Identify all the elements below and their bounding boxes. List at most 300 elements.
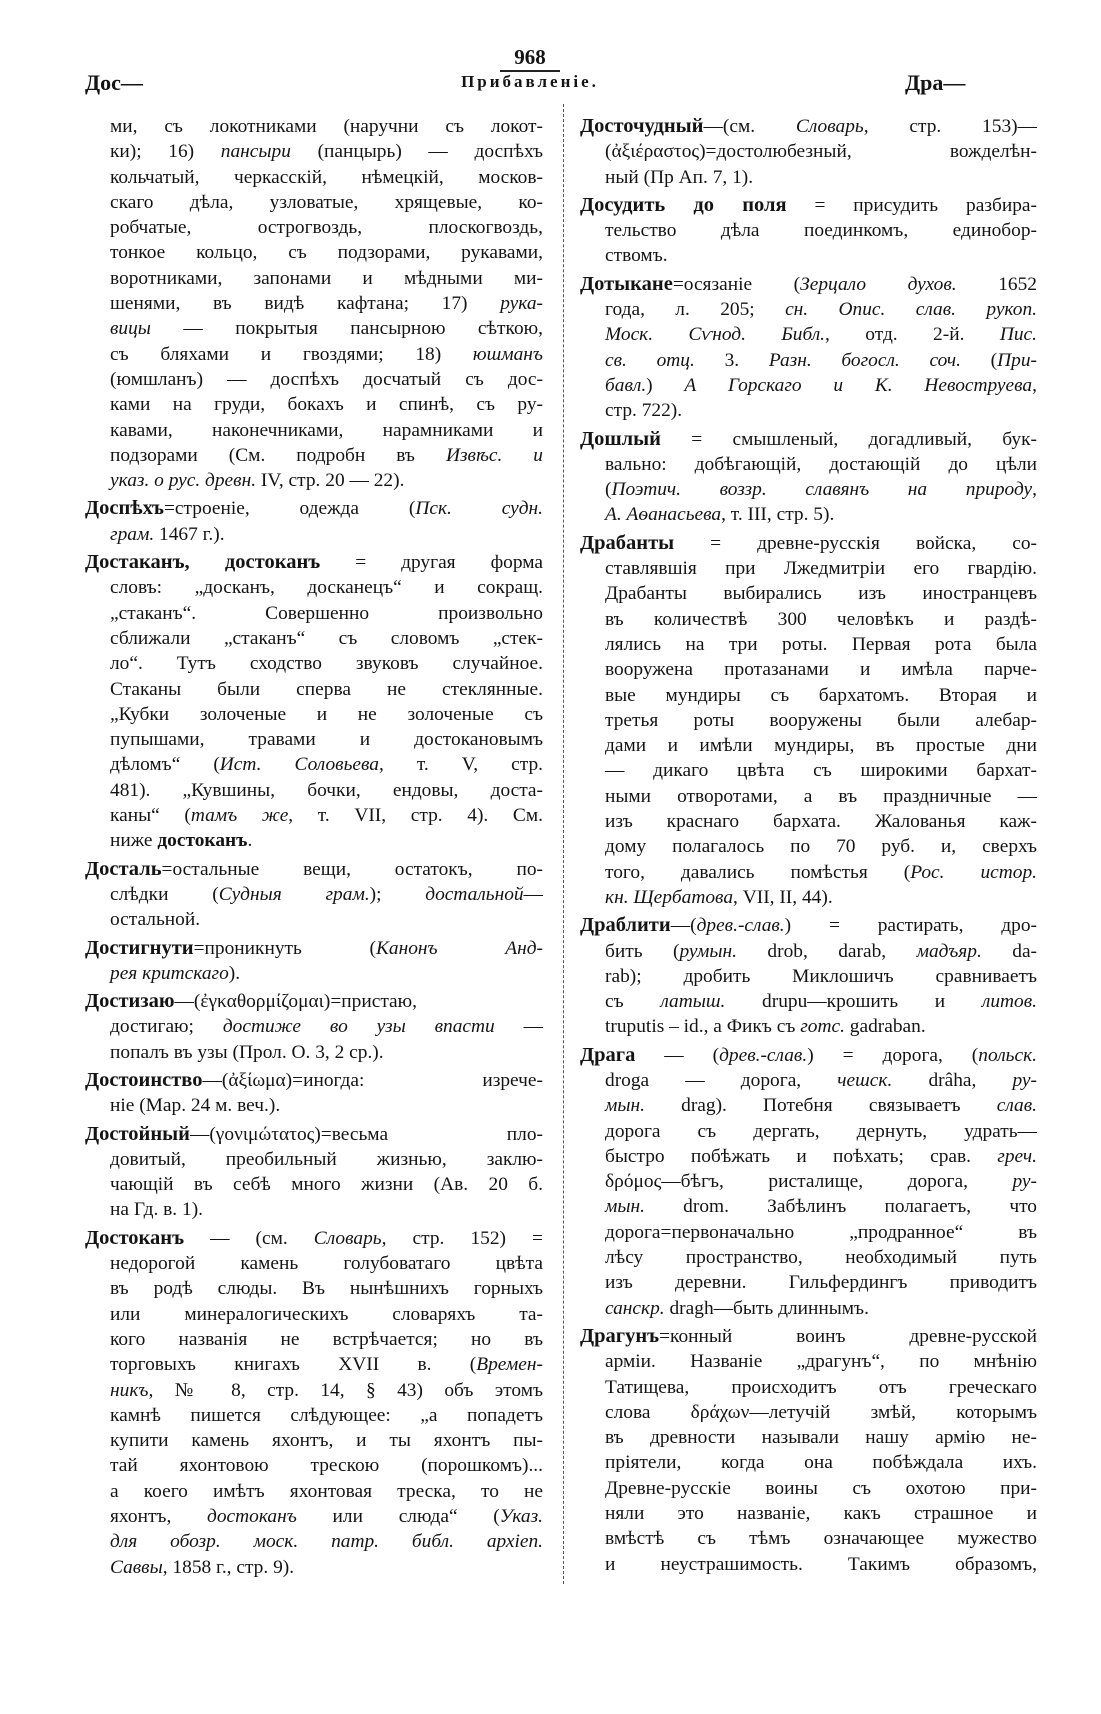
text-run: торговыхъ книгахъ XVII в. (	[110, 1354, 477, 1376]
dictionary-entry	[85, 936, 543, 987]
text-run: чающій въ себѣ много жизни (Ав. 20 б.	[110, 1174, 543, 1196]
text-line	[85, 316, 543, 341]
text-run: арміи. Названіе „драгунъ“, по мнѣнію	[605, 1351, 1037, 1373]
text-run: пупышами, травами и достокановымъ	[110, 729, 543, 751]
italic-text: При-	[997, 349, 1037, 371]
dictionary-entry	[580, 193, 1037, 269]
text-line	[85, 1197, 543, 1222]
text-run: дому полагалось по 70 руб. и, сверхъ	[605, 836, 1037, 858]
text-line	[580, 193, 1037, 218]
text-line	[580, 1476, 1037, 1501]
text-line	[85, 418, 543, 443]
text-run: — (см.	[184, 1227, 314, 1249]
italic-text: Словарь	[795, 116, 864, 137]
text-run: ло“. Тутъ сходство звуковъ случайное.	[110, 653, 543, 675]
italic-text: Зерцало духов.	[800, 273, 957, 295]
text-line	[85, 139, 543, 164]
italic-text: латыш.	[660, 991, 726, 1013]
text-run: дами и имѣли мундиры, въ простые дни	[605, 735, 1037, 757]
text-line	[85, 677, 543, 702]
text-run: =осязаніе (	[672, 273, 801, 295]
dictionary-entry	[85, 1068, 543, 1119]
text-line	[580, 165, 1037, 190]
italic-text: ру-	[1012, 1171, 1037, 1193]
text-run: а коего имѣтъ яхонтовая треска, то не	[110, 1480, 543, 1502]
dictionary-entry	[85, 1122, 543, 1223]
text-run: вые мундиры съ бархатомъ. Вторая и	[605, 684, 1037, 706]
italic-text: тамъ же	[190, 805, 289, 827]
italic-text: Указ.	[499, 1506, 543, 1528]
text-line	[85, 1504, 543, 1529]
dictionary-entry	[580, 1043, 1037, 1321]
text-run: =проникнуть (	[193, 937, 377, 959]
text-run: кольчатый, черкасскій, нѣмецкій, москов-	[110, 166, 543, 188]
text-run: „стаканъ“. Совершенно произвольно	[110, 602, 543, 624]
text-run: шенями, въ видѣ кафтана; 17)	[110, 293, 501, 315]
text-run: слѣдки (	[110, 883, 219, 905]
text-line	[580, 860, 1037, 885]
text-line	[580, 632, 1037, 657]
text-run: и неустрашимость. Такимъ образомъ,	[605, 1553, 1037, 1575]
text-run: drâha,	[892, 1069, 1013, 1091]
dictionary-entry	[580, 427, 1037, 528]
italic-text: А. Аѳанасьева	[605, 504, 722, 526]
text-line	[85, 1352, 543, 1377]
text-line	[85, 522, 543, 547]
headword: Достойный	[85, 1122, 190, 1145]
italic-text: Моск. Сѵнод. Библ.	[605, 324, 826, 346]
text-run: — (	[635, 1044, 720, 1066]
italic-text: готс.	[800, 1016, 845, 1038]
text-run: = древне-русскія войска, со-	[674, 532, 1037, 554]
text-run: , т. VII, стр. 4). См.	[288, 805, 543, 827]
dictionary-entry	[580, 1324, 1037, 1577]
text-run: drupu—крошить и	[725, 991, 982, 1013]
text-line	[85, 1302, 543, 1327]
headword: Драгунъ	[580, 1324, 660, 1347]
text-line	[580, 1425, 1037, 1450]
text-run: , VII, II, 44).	[733, 886, 833, 908]
left-column	[85, 114, 543, 1583]
italic-text: Извѣс. и	[445, 444, 543, 466]
text-run: (юмшланъ) — доспѣхъ досчатый съ дос-	[110, 368, 543, 390]
text-run: остальной.	[110, 909, 201, 931]
text-line	[580, 556, 1037, 581]
italic-text: рука-	[500, 293, 543, 315]
text-line	[85, 1172, 543, 1197]
italic-text: достальной	[425, 883, 524, 905]
headword: Достизаю	[85, 990, 175, 1013]
text-run: словъ: „досканъ, досканецъ“ и сокращ.	[110, 577, 543, 599]
dictionary-entry	[580, 913, 1037, 1039]
text-line	[580, 1144, 1037, 1169]
text-line	[85, 702, 543, 727]
text-line	[85, 727, 543, 752]
text-line	[580, 348, 1037, 373]
text-run: —(см.	[703, 116, 796, 137]
text-line	[85, 240, 543, 265]
headword: Достигнути	[85, 936, 194, 959]
headword: Доспѣхъ	[85, 497, 164, 520]
italic-text: Поэтич. воззр. славянъ на природу	[611, 479, 1033, 501]
italic-text: юшманъ	[472, 343, 543, 365]
text-run: Драбанты выбирались изъ иностранцевъ	[605, 583, 1037, 605]
text-line	[85, 1529, 543, 1554]
text-run: камнѣ пишется слѣдующее: „а попадетъ	[110, 1404, 543, 1426]
text-line	[85, 857, 543, 882]
text-line	[580, 477, 1037, 502]
text-line	[85, 468, 543, 493]
italic-text: румын.	[679, 940, 737, 962]
italic-text: греч.	[997, 1145, 1037, 1167]
italic-text: св. отц.	[605, 349, 695, 371]
text-run: = смышленый, догадливый, бук-	[660, 428, 1037, 450]
italic-text: для обозр. моск. патр. библ. архіеп.	[110, 1531, 543, 1553]
text-run: съ	[605, 991, 661, 1013]
text-line	[580, 218, 1037, 243]
italic-text: рея критскаго	[110, 962, 229, 984]
italic-text: Словарь	[313, 1227, 382, 1249]
text-run: третья роты вооружены были алебар-	[605, 709, 1037, 731]
text-run: скаго дѣла, узловатые, хрящевые, ко-	[110, 191, 543, 213]
text-run: drob, darab,	[737, 940, 917, 962]
dictionary-entry	[85, 114, 543, 493]
text-line	[85, 367, 543, 392]
text-run: — покрытыя пансырною сѣткою,	[150, 318, 543, 340]
text-run: вмѣстѣ съ тѣмъ означающее мужество	[605, 1528, 1037, 1550]
text-run: купити камень яхонтъ, и ты яхонтъ пы-	[110, 1430, 543, 1452]
headword: Достоканъ	[85, 1226, 185, 1249]
text-run: пріятели, когда она побѣждала ихъ.	[605, 1452, 1037, 1474]
text-run: лѣсу пространство, необходимый путь	[605, 1247, 1037, 1269]
text-line	[580, 1296, 1037, 1321]
dictionary-entry	[580, 272, 1037, 424]
text-run: ками на груди, бокахъ и спинѣ, съ ру-	[110, 394, 543, 416]
text-line	[85, 550, 543, 575]
text-line	[85, 1479, 543, 1504]
running-head-right: Дра—	[905, 70, 966, 95]
italic-text: польск.	[978, 1044, 1037, 1066]
italic-text: Судныя грам.	[218, 883, 370, 905]
text-line	[85, 496, 543, 521]
text-run: сближали „стаканъ“ съ словомъ „стек-	[110, 627, 543, 649]
text-run: тельство дѣла поединкомъ, единобор-	[605, 220, 1037, 242]
text-line	[85, 882, 543, 907]
text-run: =конный воинъ древне-русской	[659, 1325, 1037, 1347]
text-line	[85, 1040, 543, 1065]
text-line	[580, 373, 1037, 398]
text-run: воротниками, запонами и мѣдными ми-	[110, 267, 543, 289]
italic-text: Разн. богосл. соч.	[768, 349, 961, 371]
text-run: truputis – id., а Фикъ съ	[605, 1016, 801, 1038]
text-line	[85, 342, 543, 367]
text-line	[85, 1226, 543, 1251]
text-run: въ древности называли нашу армію не-	[605, 1427, 1037, 1449]
text-run: ки); 16)	[110, 141, 221, 163]
text-line	[580, 1501, 1037, 1526]
text-run: изъ краснаго бархата. Жалованья каж-	[605, 811, 1037, 833]
text-line	[580, 139, 1037, 164]
text-line	[85, 1555, 543, 1580]
italic-text: Рос. истор.	[910, 861, 1037, 883]
text-run: недорогой камень голубоватаго цвѣта	[110, 1253, 543, 1275]
dictionary-entry	[85, 550, 543, 854]
text-line	[580, 834, 1037, 859]
text-line	[85, 1251, 543, 1276]
text-line	[580, 1119, 1037, 1144]
headword: Досточудный	[580, 115, 704, 137]
text-line	[580, 683, 1037, 708]
text-run: —	[523, 883, 543, 905]
text-line	[580, 452, 1037, 477]
text-run: δρόμος—бѣгъ, ристалище, дорога,	[605, 1171, 1013, 1193]
running-head-center: Прибавленіе.	[461, 72, 599, 91]
text-run: съ бляхами и гвоздями; 18)	[110, 343, 473, 365]
text-run: 1652	[956, 273, 1037, 295]
text-line	[580, 657, 1037, 682]
text-run: Стаканы были сперва не стеклянные.	[110, 678, 543, 700]
text-run: въ родѣ слюды. Въ нынѣшнихъ горныхъ	[110, 1278, 543, 1300]
text-run: бить (	[605, 940, 680, 962]
text-run: 3.	[694, 349, 769, 371]
headword: Досудить до поля	[580, 193, 787, 216]
text-run: (ἀξιέραστος)=достолюбезный, вожделѣн-	[605, 141, 1037, 163]
text-line	[580, 809, 1037, 834]
italic-text: вицы	[110, 318, 151, 340]
text-run: тонкое кольцо, съ подзорами, рукавами,	[110, 242, 543, 264]
text-line	[85, 1014, 543, 1039]
italic-text: санскр.	[605, 1297, 665, 1319]
text-run: ,	[1032, 374, 1037, 396]
headword: Дотыкане	[580, 272, 673, 295]
text-line	[580, 272, 1037, 297]
text-run: .	[247, 830, 253, 852]
text-run: , 1858 г., стр. 9).	[162, 1556, 295, 1578]
text-run: Древне-русскіе воины съ охотою при-	[605, 1477, 1037, 1499]
text-run: )	[646, 374, 685, 396]
text-line	[85, 1093, 543, 1118]
text-line	[85, 626, 543, 651]
text-line	[85, 190, 543, 215]
text-run: da-	[981, 940, 1037, 962]
headword: Дошлый	[580, 427, 661, 450]
text-run: ставлявшія при Лжедмитріи его гвардію.	[605, 558, 1037, 580]
text-line	[85, 215, 543, 240]
text-run: 1467 г.).	[154, 523, 225, 545]
text-run: вооружена протазанами и имѣла парче-	[605, 659, 1037, 681]
text-line	[85, 907, 543, 932]
text-line	[580, 1552, 1037, 1577]
text-run: каны“ (	[110, 805, 191, 827]
text-run: довитый, преобильный жизнью, заклю-	[110, 1148, 543, 1170]
text-line	[580, 1526, 1037, 1551]
text-line	[580, 708, 1037, 733]
italic-text: Пис.	[999, 324, 1037, 346]
text-run: подзорами (См. подробн въ	[110, 444, 446, 466]
text-run: (	[605, 479, 612, 501]
dictionary-entry	[85, 989, 543, 1065]
text-run: (панцырь) — доспѣхъ	[290, 141, 543, 163]
text-run: ,	[1032, 479, 1037, 501]
text-run: = присудить разбира-	[786, 194, 1037, 216]
text-line	[580, 989, 1037, 1014]
dictionary-entry	[580, 114, 1037, 190]
running-head-left: Дос—	[85, 70, 143, 95]
italic-text: бавл.	[605, 374, 647, 396]
headword: Драга	[580, 1043, 636, 1066]
text-run: „Кубки золоченые и не золоченые съ	[110, 703, 543, 725]
text-run: = другая форма	[320, 552, 543, 574]
italic-text: достоканъ	[207, 1506, 297, 1528]
text-run: достигаю;	[110, 1016, 223, 1038]
text-run: —(ἐγκαθορμίζομαι)=пристаю,	[174, 991, 417, 1013]
text-run: );	[369, 883, 426, 905]
italic-text: никъ	[110, 1379, 149, 1401]
text-line	[580, 114, 1037, 139]
text-run: или слюда“ (	[296, 1506, 500, 1528]
text-line	[580, 607, 1037, 632]
italic-text: чешск.	[837, 1069, 893, 1091]
text-run: или минералогическихъ словаряхъ та-	[110, 1303, 543, 1325]
text-line	[85, 1403, 543, 1428]
text-run: дѣломъ“ (	[110, 754, 220, 776]
text-line	[580, 1349, 1037, 1374]
text-line	[85, 291, 543, 316]
text-line	[580, 427, 1037, 452]
text-run: тай яхонтовою трескою (порошкомъ)...	[110, 1455, 543, 1477]
text-run: , т. III, стр. 5).	[721, 504, 835, 526]
text-line	[580, 1093, 1037, 1118]
text-run: ) = растирать, дро-	[784, 915, 1037, 937]
text-run: —	[494, 1016, 543, 1038]
text-line	[85, 778, 543, 803]
text-run: ніе (Мар. 24 м. веч.).	[110, 1095, 281, 1117]
text-run: робчатые, острогвоздь, плоскогвоздь,	[110, 217, 543, 239]
text-line	[580, 1245, 1037, 1270]
text-run: ный (Пр Ап. 7, 1).	[605, 166, 754, 188]
text-run: drom. Забѣлинъ полагаетъ, что	[644, 1196, 1037, 1218]
italic-text: указ. о рус. древн.	[110, 470, 257, 492]
text-line	[85, 1428, 543, 1453]
text-run: яхонтъ,	[110, 1506, 208, 1528]
text-run: gadraban.	[844, 1016, 926, 1038]
text-line	[85, 828, 543, 853]
text-run: Татищева, происходитъ отъ греческаго	[605, 1376, 1037, 1398]
text-line	[580, 1375, 1037, 1400]
text-line	[580, 1324, 1037, 1349]
text-run: дорога съ дергать, дернуть, удрать—	[605, 1120, 1037, 1142]
text-line	[580, 297, 1037, 322]
text-line	[85, 266, 543, 291]
text-line	[85, 1068, 543, 1093]
text-run: droga — дорога,	[605, 1069, 838, 1091]
text-line	[85, 443, 543, 468]
dictionary-entry	[580, 531, 1037, 910]
text-run: drag). Потебня связываетъ	[644, 1095, 997, 1117]
text-line	[85, 601, 543, 626]
text-run: , т. V, стр.	[379, 754, 543, 776]
text-line	[85, 961, 543, 986]
text-line	[85, 752, 543, 777]
text-run: rab); дробить Миклошичъ сравниваетъ	[605, 965, 1037, 987]
italic-text: кн. Щербатова	[605, 886, 734, 908]
headword: Драблити	[580, 914, 671, 937]
headword: Досталь	[85, 857, 162, 880]
text-run: няли это названіе, какъ страшное и	[605, 1503, 1037, 1525]
text-run: лялись на три роты. Первая рота была	[605, 633, 1037, 655]
text-run: на Гд. в. 1).	[110, 1199, 203, 1221]
dictionary-entry	[85, 1226, 543, 1580]
text-line	[85, 651, 543, 676]
text-run: въ количествѣ 300 человѣкъ и раздѣ-	[605, 608, 1037, 630]
text-run: слова δράχων—летучій змѣй, которымъ	[605, 1401, 1037, 1423]
text-run: кавами, наконечниками, нарамниками и	[110, 419, 543, 441]
text-line	[85, 936, 543, 961]
text-run: того, давались помѣстья (	[605, 861, 911, 883]
italic-text: мын.	[605, 1196, 645, 1218]
text-run: изъ деревни. Гильфердингъ приводитъ	[605, 1272, 1037, 1294]
text-line	[580, 913, 1037, 938]
text-line	[85, 803, 543, 828]
text-line	[580, 1400, 1037, 1425]
text-run: , стр. 152) =	[381, 1227, 543, 1249]
italic-text: Ист. Соловьева	[219, 754, 379, 776]
text-line	[580, 885, 1037, 910]
text-run: ствомъ.	[605, 245, 668, 267]
text-run: —(	[670, 915, 697, 937]
text-line	[580, 1194, 1037, 1219]
text-line	[580, 531, 1037, 556]
italic-text: мын.	[605, 1095, 645, 1117]
text-line	[580, 733, 1037, 758]
text-line	[85, 1453, 543, 1478]
text-line	[85, 1276, 543, 1301]
text-line	[580, 1450, 1037, 1475]
text-run: быстро побѣжать и поѣхать; срав.	[605, 1145, 998, 1167]
page-number: 968	[500, 44, 560, 72]
italic-text: достиже во узы впасти	[222, 1016, 495, 1038]
text-line	[85, 1378, 543, 1403]
text-run: ными отворотами, а въ праздничные —	[605, 785, 1037, 807]
text-run: =остальные вещи, остатокъ, по-	[161, 858, 543, 880]
text-line	[580, 964, 1037, 989]
text-run: , стр. 153)—	[863, 116, 1037, 137]
text-run: , отд. 2-й.	[825, 324, 1000, 346]
text-line	[580, 1270, 1037, 1295]
text-line	[580, 243, 1037, 268]
dictionary-entry	[85, 857, 543, 933]
italic-text: пансыри	[220, 141, 291, 163]
italic-text: Саввы	[110, 1556, 163, 1578]
text-line	[85, 1122, 543, 1147]
text-line	[85, 1327, 543, 1352]
text-line	[580, 322, 1037, 347]
text-run: dragh—быть длиннымъ.	[664, 1297, 869, 1319]
text-line	[580, 1043, 1037, 1068]
text-run: ми, съ локотниками (наручни съ локот-	[110, 116, 543, 137]
text-run: кого названія не встрѣчается; но въ	[110, 1328, 543, 1350]
italic-text: Времен-	[476, 1354, 543, 1376]
text-line	[580, 1169, 1037, 1194]
text-line	[85, 1147, 543, 1172]
text-line	[85, 392, 543, 417]
italic-text: ру-	[1012, 1069, 1037, 1091]
column-divider	[563, 104, 564, 1584]
italic-text: А Горскаго и К. Невоструева	[684, 374, 1033, 396]
italic-text: литов.	[981, 991, 1037, 1013]
right-column	[580, 114, 1037, 1580]
italic-text: древ.-слав.	[696, 915, 785, 937]
